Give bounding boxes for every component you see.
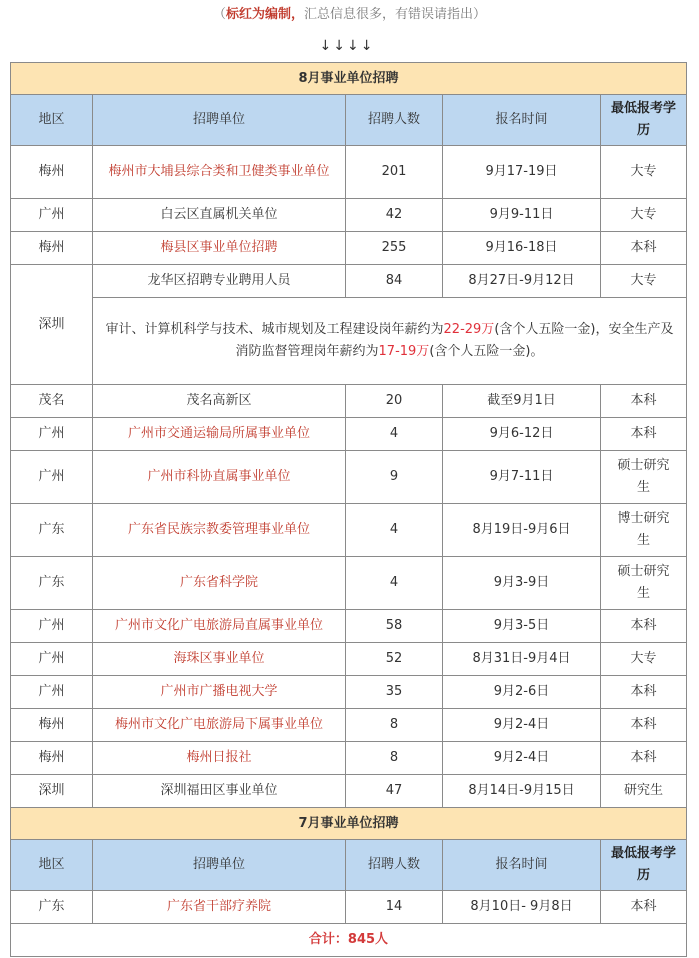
- region-cell: 广州: [11, 199, 93, 232]
- unit-cell: 广东省干部疗养院: [93, 891, 346, 924]
- date-cell: 9月2-4日: [443, 742, 601, 775]
- note-highlight: 标红为编制，: [225, 7, 304, 22]
- recruitment-table: [10, 62, 687, 957]
- table-row: [11, 742, 687, 775]
- total-row: [11, 924, 687, 957]
- table-row: [11, 557, 687, 610]
- count-cell: 4: [346, 418, 443, 451]
- count-cell: 58: [346, 610, 443, 643]
- count-cell: 4: [346, 504, 443, 557]
- count-cell: 8: [346, 709, 443, 742]
- region-cell: 广州: [11, 676, 93, 709]
- note-highlight-salary-2: 17-19万: [378, 344, 430, 359]
- region-cell: 梅州: [11, 232, 93, 265]
- table-row: [11, 385, 687, 418]
- education-cell: 本科: [601, 676, 687, 709]
- unit-cell: 海珠区事业单位: [93, 643, 346, 676]
- unit-cell: 广州市交通运输局所属事业单位: [93, 418, 346, 451]
- count-cell: 20: [346, 385, 443, 418]
- table-row: [11, 891, 687, 924]
- unit-cell: 白云区直属机关单位: [93, 199, 346, 232]
- header-count: 招聘人数: [346, 95, 443, 146]
- count-cell: 47: [346, 775, 443, 808]
- unit-cell: 茂名高新区: [93, 385, 346, 418]
- count-cell: 35: [346, 676, 443, 709]
- header-row: [11, 95, 687, 146]
- date-cell: 8月31日-9月4日: [443, 643, 601, 676]
- education-cell: 硕士研究生: [601, 557, 687, 610]
- education-cell: 本科: [601, 742, 687, 775]
- unit-cell: 龙华区招聘专业聘用人员: [93, 265, 346, 298]
- header-unit: 招聘单位: [93, 840, 346, 891]
- table-row: [11, 504, 687, 557]
- note-highlight-salary-1: 22-29万: [443, 322, 495, 337]
- count-cell: 255: [346, 232, 443, 265]
- education-cell: 大专: [601, 199, 687, 232]
- note-part-1: 审计、计算机科学与技术、城市规划及工程建设岗年薪约为: [105, 322, 444, 337]
- date-cell: 9月16-18日: [443, 232, 601, 265]
- count-cell: 201: [346, 146, 443, 199]
- section-title-row: [11, 808, 687, 840]
- unit-cell: 梅县区事业单位招聘: [93, 232, 346, 265]
- education-cell: 本科: [601, 709, 687, 742]
- education-cell: 大专: [601, 146, 687, 199]
- date-cell: 9月3-5日: [443, 610, 601, 643]
- header-date: 报名时间: [443, 95, 601, 146]
- region-cell: 梅州: [11, 709, 93, 742]
- note-part-3: (含个人五险一金)。: [429, 344, 544, 359]
- shenzhen-salary-note: [93, 298, 687, 385]
- date-cell: 9月9-11日: [443, 199, 601, 232]
- shenzhen-note-row: [11, 298, 687, 385]
- unit-cell: 广州市广播电视大学: [93, 676, 346, 709]
- table-row: [11, 775, 687, 808]
- education-cell: 大专: [601, 643, 687, 676]
- education-cell: 博士研究生: [601, 504, 687, 557]
- table-row: [11, 709, 687, 742]
- table-row: [11, 232, 687, 265]
- unit-cell: 梅州市大埔县综合类和卫健类事业单位: [93, 146, 346, 199]
- header-region: 地区: [11, 95, 93, 146]
- region-cell: 广东: [11, 891, 93, 924]
- header-count: 招聘人数: [346, 840, 443, 891]
- region-cell: 广东: [11, 504, 93, 557]
- section-title: 7月事业单位招聘: [11, 808, 687, 840]
- region-cell: 深圳: [11, 775, 93, 808]
- count-cell: 52: [346, 643, 443, 676]
- date-cell: 8月10日- 9月8日: [443, 891, 601, 924]
- region-cell: 茂名: [11, 385, 93, 418]
- section-title: 8月事业单位招聘: [11, 63, 687, 95]
- date-cell: 9月2-6日: [443, 676, 601, 709]
- table-row: [11, 418, 687, 451]
- education-cell: 本科: [601, 418, 687, 451]
- date-cell: 9月3-9日: [443, 557, 601, 610]
- table-row: [11, 146, 687, 199]
- date-cell: 截至9月1日: [443, 385, 601, 418]
- header-note: （标红为编制，汇总信息很多，有错误请指出）: [212, 7, 487, 22]
- region-cell: 梅州: [11, 146, 93, 199]
- region-cell: 广州: [11, 451, 93, 504]
- count-cell: 42: [346, 199, 443, 232]
- unit-cell: 广州市文化广电旅游局直属事业单位: [93, 610, 346, 643]
- region-cell: 广州: [11, 610, 93, 643]
- table-row: [11, 676, 687, 709]
- total-count: 合计：845人: [11, 924, 687, 957]
- region-cell: 梅州: [11, 742, 93, 775]
- unit-cell: 梅州市文化广电旅游局下属事业单位: [93, 709, 346, 742]
- header-region: 地区: [11, 840, 93, 891]
- region-cell: 广州: [11, 418, 93, 451]
- region-cell: 广州: [11, 643, 93, 676]
- date-cell: 9月6-12日: [443, 418, 601, 451]
- count-cell: 84: [346, 265, 443, 298]
- note-part-2: (含个人五险一金)，安全生产及消防监督管理岗年薪约为: [235, 322, 674, 359]
- unit-cell: 梅州日报社: [93, 742, 346, 775]
- date-cell: 8月14日-9月15日: [443, 775, 601, 808]
- date-cell: 8月19日-9月6日: [443, 504, 601, 557]
- unit-cell: 广东省科学院: [93, 557, 346, 610]
- down-arrows: ↓↓↓↓: [319, 38, 375, 54]
- unit-cell: 深圳福田区事业单位: [93, 775, 346, 808]
- date-cell: 8月27日-9月12日: [443, 265, 601, 298]
- table-row: [11, 199, 687, 232]
- note-text: 汇总信息很多，有错误请指出）: [304, 7, 487, 22]
- header-education: 最低报考学历: [601, 95, 687, 146]
- education-cell: 本科: [601, 891, 687, 924]
- education-cell: 本科: [601, 232, 687, 265]
- count-cell: 9: [346, 451, 443, 504]
- date-cell: 9月7-11日: [443, 451, 601, 504]
- education-cell: 本科: [601, 385, 687, 418]
- count-cell: 8: [346, 742, 443, 775]
- region-cell: 深圳: [11, 265, 93, 385]
- table-row: [11, 610, 687, 643]
- table-row: [11, 643, 687, 676]
- unit-cell: 广东省民族宗教委管理事业单位: [93, 504, 346, 557]
- header-row: [11, 840, 687, 891]
- unit-cell: 广州市科协直属事业单位: [93, 451, 346, 504]
- table-row: [11, 265, 687, 298]
- header-unit: 招聘单位: [93, 95, 346, 146]
- table-row: [11, 451, 687, 504]
- header-date: 报名时间: [443, 840, 601, 891]
- date-cell: 9月2-4日: [443, 709, 601, 742]
- count-cell: 14: [346, 891, 443, 924]
- region-cell: 广东: [11, 557, 93, 610]
- education-cell: 大专: [601, 265, 687, 298]
- section-title-row: [11, 63, 687, 95]
- count-cell: 4: [346, 557, 443, 610]
- education-cell: 本科: [601, 610, 687, 643]
- education-cell: 研究生: [601, 775, 687, 808]
- education-cell: 硕士研究生: [601, 451, 687, 504]
- date-cell: 9月17-19日: [443, 146, 601, 199]
- header-education: 最低报考学历: [601, 840, 687, 891]
